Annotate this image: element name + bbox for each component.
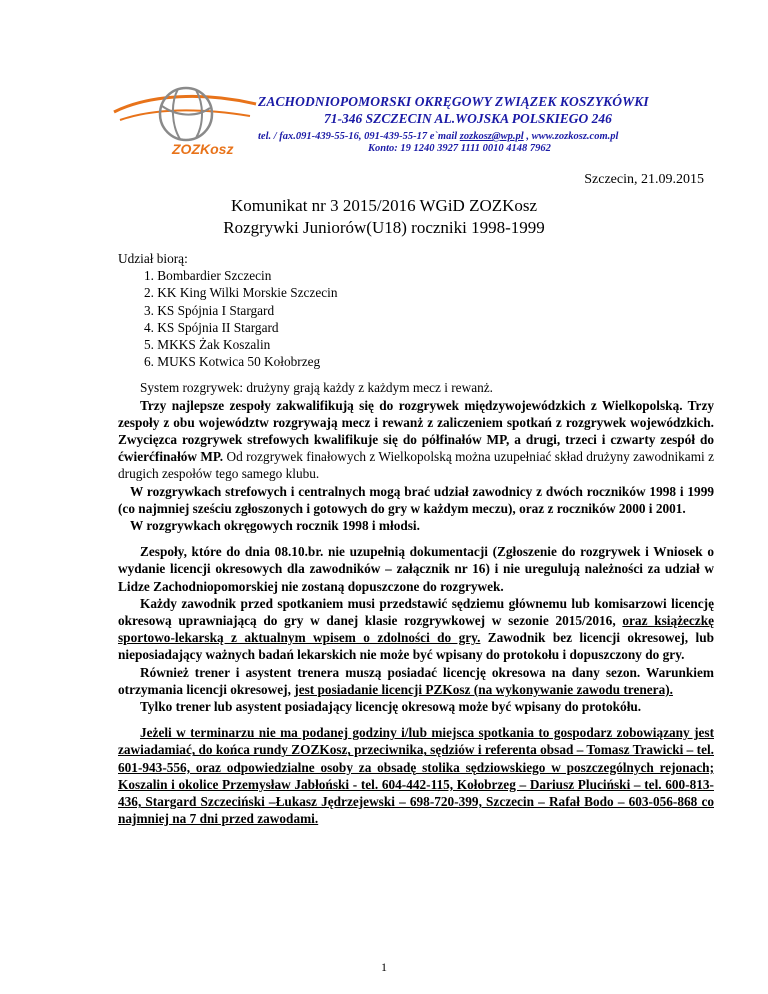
coach-only-paragraph: Tylko trener lub asystent posiadający licencję okresową może być wpisany do protokółu. xyxy=(140,699,642,715)
document-title: Komunikat nr 3 2015/2016 WGiD ZOZKosz xyxy=(230,196,538,215)
licence-paragraph: Każdy zawodnik przed spotkaniem musi przedstawić sędziemu głównemu lub komisarzowi licencję okresową uprawniającą do gry w danej klasie rozgrywkowej w sezonie 2015/2016, oraz książeczkę sportowo-lekarską z aktualnym wpisem o zdolności do gry. Zawodnik bez licencji okresowej, lub nieposiadający ważnych badań lekarskich nie może być wpisany do protokołu i dopuszczony do gry. xyxy=(118,595,715,663)
coach-paragraph: Również trener i asystent trenera muszą posiadać licencję okresowa na dany sezon. Warunkiem otrzymania licencji okresowej, jest posiadanie licencji PZKosz (na wykonywanie zawodu trenera). xyxy=(118,664,714,697)
website-link[interactable]: , www.zozkosz.com.pl xyxy=(523,131,619,142)
system-paragraph: System rozgrywek: drużyny grają każdy z każdym mecz i rewanż. xyxy=(140,380,493,396)
list-item: 4. KS Spójnia II Stargard xyxy=(144,319,279,335)
participants-label: Udział biorą: xyxy=(118,251,188,266)
zozkosz-logo xyxy=(110,72,260,156)
document-subtitle: Rozgrywki Juniorów(U18) roczniki 1998-1999 xyxy=(223,218,545,237)
host-notice-paragraph: Jeżeli w terminarzu nie ma podanej godziny i/lub miejsca spotkania to gospodarz zobowiązany jest zawiadamiać, do końca rundy ZOZKosz, przeciwnika, sędziów i referenta obsad – Tomasz Trawicki – tel. 601-943-556, oraz odpowiedzialne osoby za obsadę stolika sędziowskiego w poszczególnych rejonach; Koszalin i okolice Przemysław Jabłoński - tel. 604-442-115, Kołobrzeg – Dariusz Pluciński – tel. 600-813-436, Stargard Szczeciński –Łukasz Jędrzejewski – 698-720-399, Szczecin – Rafał Bodo – 603-056-868 co najmniej na 7 dni przed zawodami. xyxy=(118,725,714,827)
list-item: 5. MKKS Żak Koszalin xyxy=(144,337,271,353)
bank-account: Konto: 19 1240 3927 1111 0010 4148 7962 xyxy=(368,143,551,154)
document-date: Szczecin, 21.09.2015 xyxy=(584,172,704,187)
team-list xyxy=(118,267,714,370)
list-item: 3. KS Spójnia I Stargard xyxy=(144,302,275,318)
org-contact xyxy=(258,131,718,142)
list-item: 1. Bombardier Szczecin xyxy=(144,268,272,284)
qualification-paragraph: Trzy najlepsze zespoły zakwalifikują się do rozgrywek międzywojewódzkich z Wielkopolską. Trzy zespoły z obu województw rozgrywają mecz i rewanż z zaliczeniem spotkań z rozgrywek wojewódzkich. Zwycięzca rozgrywek strefowych kwalifikuje się do półfinałów MP, a drugi, trzeci i czwarty zespół do ćwierćfinałów MP. Od rozgrywek finałowych z Wielkopolską można uzupełniać skład drużyny zawodnikami z drugich zespołów tego samego klubu. xyxy=(118,397,714,482)
letterhead xyxy=(258,94,718,154)
logo-text: ZOZKosz xyxy=(172,141,234,156)
list-item: 2. KK King Wilki Morskie Szczecin xyxy=(144,285,338,301)
document-body xyxy=(118,250,714,828)
list-item: 6. MUKS Kotwica 50 Kołobrzeg xyxy=(144,354,321,370)
contact-phones: tel. / fax.091-439-55-16, 091-439-55-17 e`mail xyxy=(258,131,460,142)
org-name: ZACHODNIOPOMORSKI OKRĘGOWY ZWIĄZEK KOSZYKÓWKI xyxy=(258,94,649,109)
org-address: 71-346 SZCZECIN AL.WOJSKA POLSKIEGO 246 xyxy=(324,111,612,126)
email-link[interactable]: zozkosz@wp.pl xyxy=(459,131,524,142)
zone-paragraph: W rozgrywkach strefowych i centralnych mogą brać udział zawodnicy z dwóch roczników 1998 i 1999 (co najmniej sześciu zgłoszonych i gotowych do gry w każdym meczu), oraz z roczników 2000 i 2001. xyxy=(118,483,714,516)
district-paragraph: W rozgrywkach okręgowych rocznik 1998 i młodsi. xyxy=(130,518,420,534)
documents-paragraph: Zespoły, które do dnia 08.10.br. nie uzupełnią dokumentacji (Zgłoszenie do rozgrywek i Wniosek o wydanie licencji okresowych dla zawodników – załącznik nr 16) i nie uregulują należności za udział w Lidze Zachodniopomorskiej nie zostaną dopuszczone do rozgrywek. xyxy=(118,544,714,594)
page-number: 1 xyxy=(381,960,387,974)
